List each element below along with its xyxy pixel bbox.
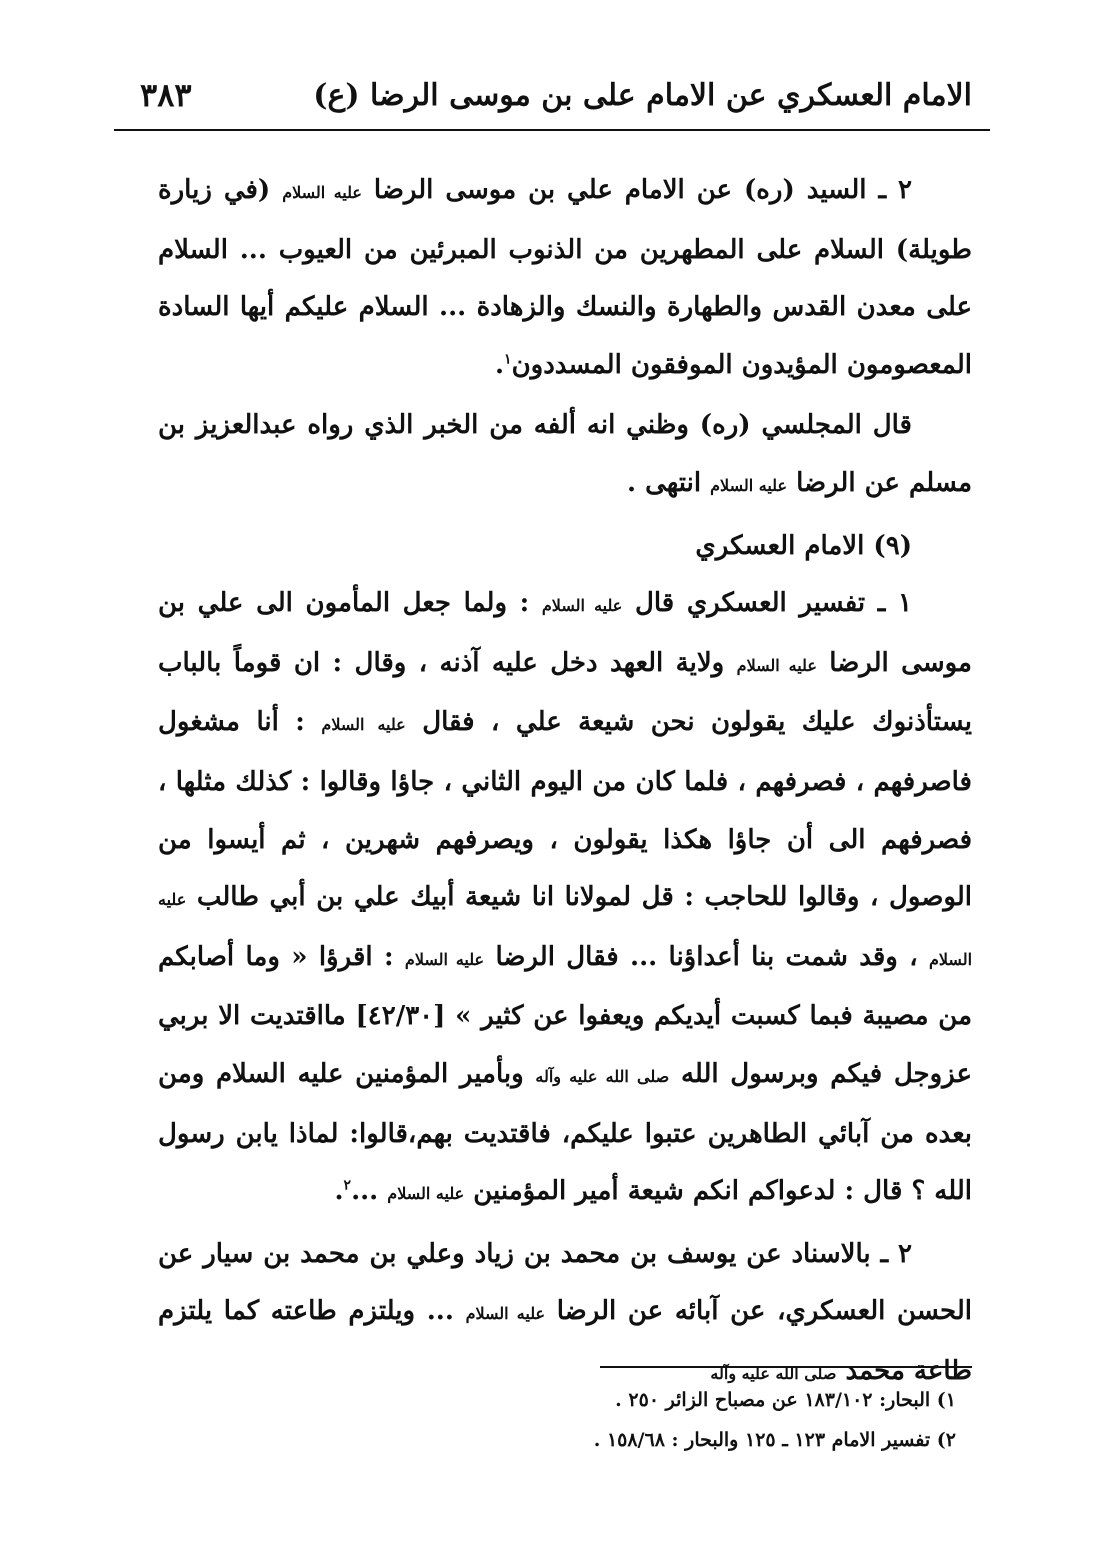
honorific-salla-allah: صلى الله عليه وآله [710,1363,837,1383]
running-header [140,68,972,122]
footnote-ref-1: ١ [504,351,512,368]
paragraph-tafsir: ١ ـ تفسير العسكري قال عليه السلام : ولما جعل المأمون الى علي بن موسى الرضا عليه السلام ولاية العهد دخل عليه آذنه ، وقال : ان قوماً بالباب يستأذنوك عليك يقولون نحن شيعة علي ، فقال عليه السلام : أنا مشغول فاصرفهم ، فصرفهم ، فلما كان من اليوم الثاني ، جاؤا وقالوا : كذلك مثلها ، فصرفهم الى أن جاؤا هكذا يقولون ، ويصرفهم شهرين ، ثم أيسوا من الوصول ، وقالوا للحاجب : قل لمولانا انا شيعة أبيك علي بن أبي طالب عليه السلام ، وقد شمت بنا أعداؤنا ... فقال الرضا عليه السلام : اقرؤا « وما أصابكم من مصيبة فبما كسبت أيديكم ويعفوا عن كثير » [٤٢/٣٠] مااقتديت الا بربي عزوجل فيكم وبرسول الله صلى الله عليه وآله وبأمير المؤمنين عليه السلام ومن بعده من آبائي الطاهرين عتبوا عليكم، فاقتديت بهم،قالوا: لماذا يابن رسول الله ؟ قال : لدعواكم انكم شيعة أمير المؤمنين عليه السلام ...$^٢$. [158,588,973,1207]
honorific-alayhi-salam: عليه السلام [736,655,817,675]
footnote-1: ١) البحار: ١٨٣/١٠٢ عن مصباح الزائر ٢٥٠ . [615,1389,956,1411]
paragraph-isnad: ٢ ـ بالاسناد عن يوسف بن محمد بن زياد وعلي بن محمد بن سيار عن الحسن العسكري، عن آبائه عن الرضا عليه السلام ... ويلتزم طاعته كما يلتزم طاعة محمد صلى الله عليه وآله [158,1238,972,1386]
running-title: الامام العسكري عن الامام على بن موسى الرضا (ع) [313,77,972,113]
section-heading: (٩) الامام العسكري [695,530,912,561]
header-divider [114,129,990,131]
page-number: ٣٨٣ [140,76,192,114]
footnote-ref-2: ٢ [343,1177,352,1194]
main-text [158,162,972,1402]
honorific-alayhi-salam: عليه السلام [465,1304,546,1324]
honorific-alayhi-salam: عليه السلام [282,183,362,202]
footnote-divider [600,1366,972,1368]
honorific-alayhi-salam: عليه السلام [541,596,623,616]
paragraph-ziyara: ٢ ـ السيد (ره) عن الامام علي بن موسى الرضا عليه السلام (في زيارة طويلة) السلام على المطهرين من الذنوب المبرئين من العيوب ... السلام على معدن القدس والطهارة والنسك والزهادة ... السلام عليكم أيها السادة المعصومون المؤيدون الموفقون المسددون$^١$. [158,175,972,380]
footnote-2: ٢) تفسير الامام ١٢٣ ـ ١٢٥ والبحار : ١٥٨/٦٨ . [593,1429,956,1451]
honorific-alayhi-salam: عليه السلام [321,715,406,735]
honorific-salla-allah: صلى الله عليه وآله [535,1066,670,1086]
footnotes [380,1380,956,1460]
paragraph-majlisi-note: قال المجلسي (ره) وظني انه ألفه من الخبر الذي رواه عبدالعزيز بن مسلم عن الرضا عليه السلام انتهى . [158,410,972,498]
honorific-alayhi-salam: عليه السلام [710,475,787,495]
honorific-alayhi-salam: عليه السلام [158,890,973,969]
honorific-alayhi-salam: عليه السلام [404,949,485,969]
honorific-alayhi-salam: عليه السلام [387,1184,465,1204]
